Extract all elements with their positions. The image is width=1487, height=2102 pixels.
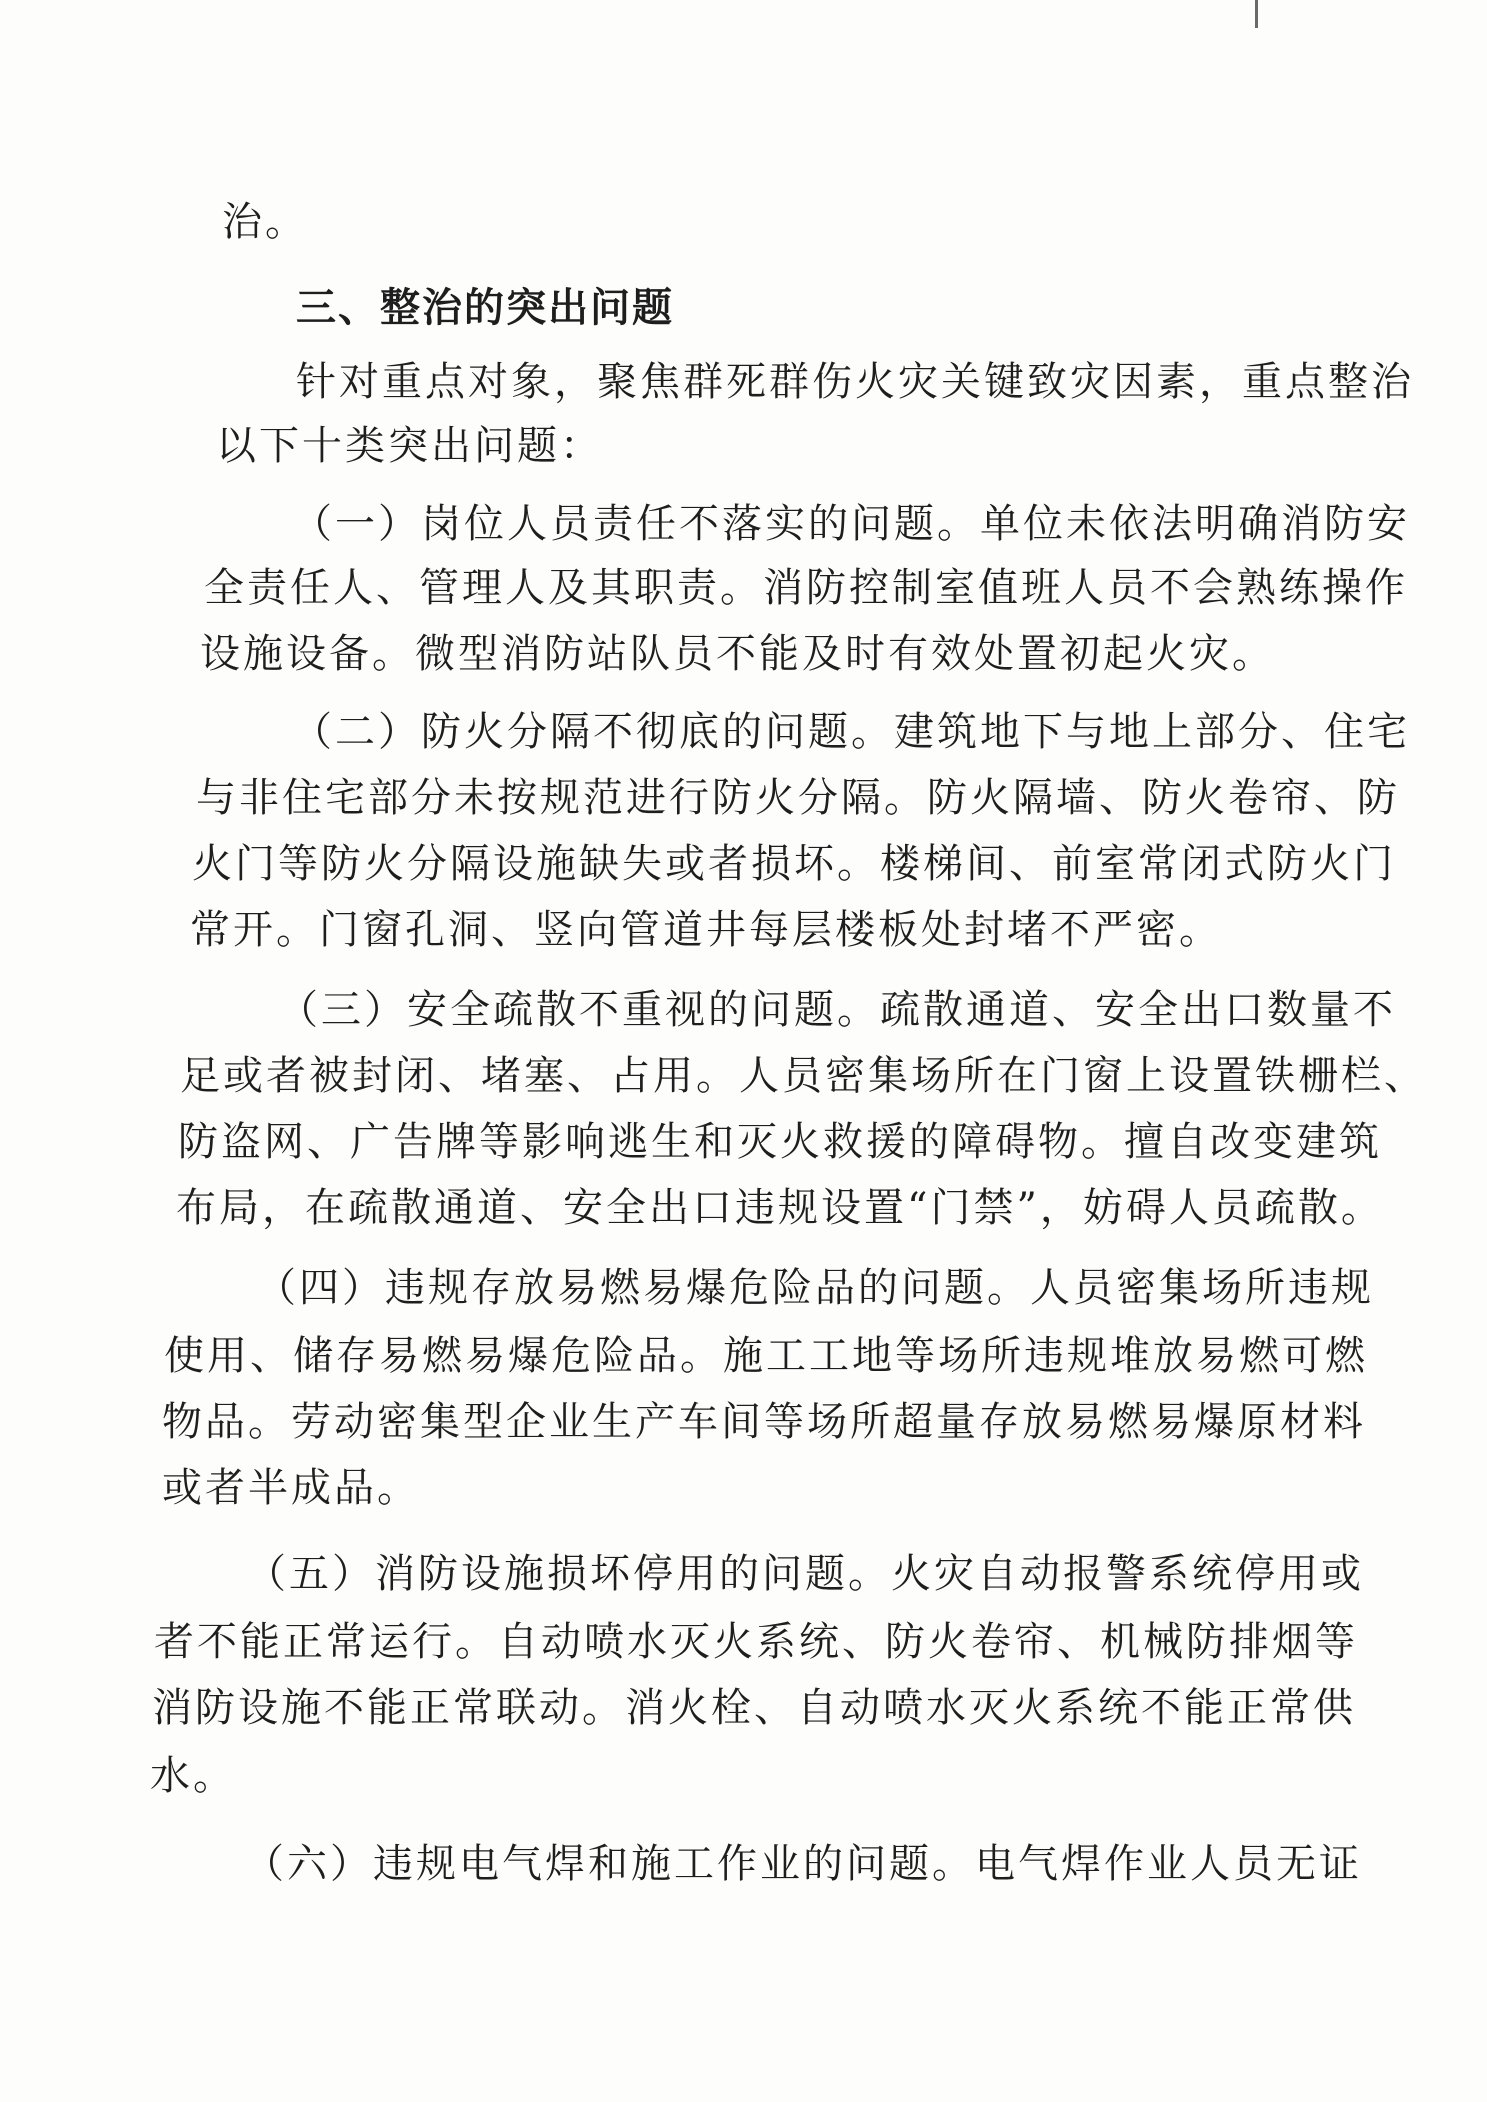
item-2-line: 火门等防火分隔设施缺失或者损坏。楼梯间、前室常闭式防火门: [192, 841, 1396, 887]
item-4-line: 使用、储存易燃易爆危险品。施工工地等场所违规堆放易燃可燃: [164, 1333, 1368, 1379]
item-3-line: 防盗网、广告牌等影响逃生和灭火救援的障碍物。擅自改变建筑: [178, 1119, 1382, 1165]
item-3-line: （三）安全疏散不重视的问题。疏散通道、安全出口数量不: [278, 987, 1396, 1033]
item-4-line: 物品。劳动密集型企业生产车间等场所超量存放易燃易爆原材料: [162, 1399, 1366, 1445]
item-5-line: 消防设施不能正常联动。消火栓、自动喷水灭火系统不能正常供: [152, 1685, 1356, 1731]
item-6-line: （六）违规电气焊和施工作业的问题。电气焊作业人员无证: [244, 1841, 1362, 1887]
continuation-text: 治。: [222, 199, 308, 245]
item-3-line: 布局，在疏散通道、安全出口违规设置“门禁”，妨碍人员疏散。: [176, 1185, 1384, 1231]
item-2-line: 与非住宅部分未按规范进行防火分隔。防火隔墙、防火卷帘、防: [196, 775, 1400, 821]
intro-line: 以下十类突出问题：: [216, 423, 603, 469]
item-5-line: （五）消防设施损坏停用的问题。火灾自动报警系统停用或: [246, 1551, 1364, 1597]
section-heading: 三、整治的突出问题: [296, 285, 674, 331]
item-1-line: 设施设备。微型消防站队员不能及时有效处置初起火灾。: [200, 631, 1275, 677]
item-4-line: 或者半成品。: [162, 1465, 420, 1511]
item-2-line: 常开。门窗孔洞、竖向管道井每层楼板处封堵不严密。: [190, 907, 1222, 953]
item-4-line: （四）违规存放易燃易爆危险品的问题。人员密集场所违规: [256, 1265, 1374, 1311]
item-5-line: 水。: [150, 1753, 236, 1799]
item-1-line: （一）岗位人员责任不落实的问题。单位未依法明确消防安: [292, 501, 1410, 547]
intro-line: 针对重点对象，聚焦群死群伤火灾关键致灾因素，重点整治: [296, 359, 1414, 405]
item-5-line: 者不能正常运行。自动喷水灭火系统、防火卷帘、机械防排烟等: [154, 1619, 1358, 1665]
item-1-line: 全责任人、管理人及其职责。消防控制室值班人员不会熟练操作: [204, 565, 1408, 611]
item-3-line: 足或者被封闭、堵塞、占用。人员密集场所在门窗上设置铁栅栏、: [180, 1053, 1427, 1099]
item-2-line: （二）防火分隔不彻底的问题。建筑地下与地上部分、住宅: [292, 709, 1410, 755]
scan-edge-mark: [1255, 0, 1258, 28]
